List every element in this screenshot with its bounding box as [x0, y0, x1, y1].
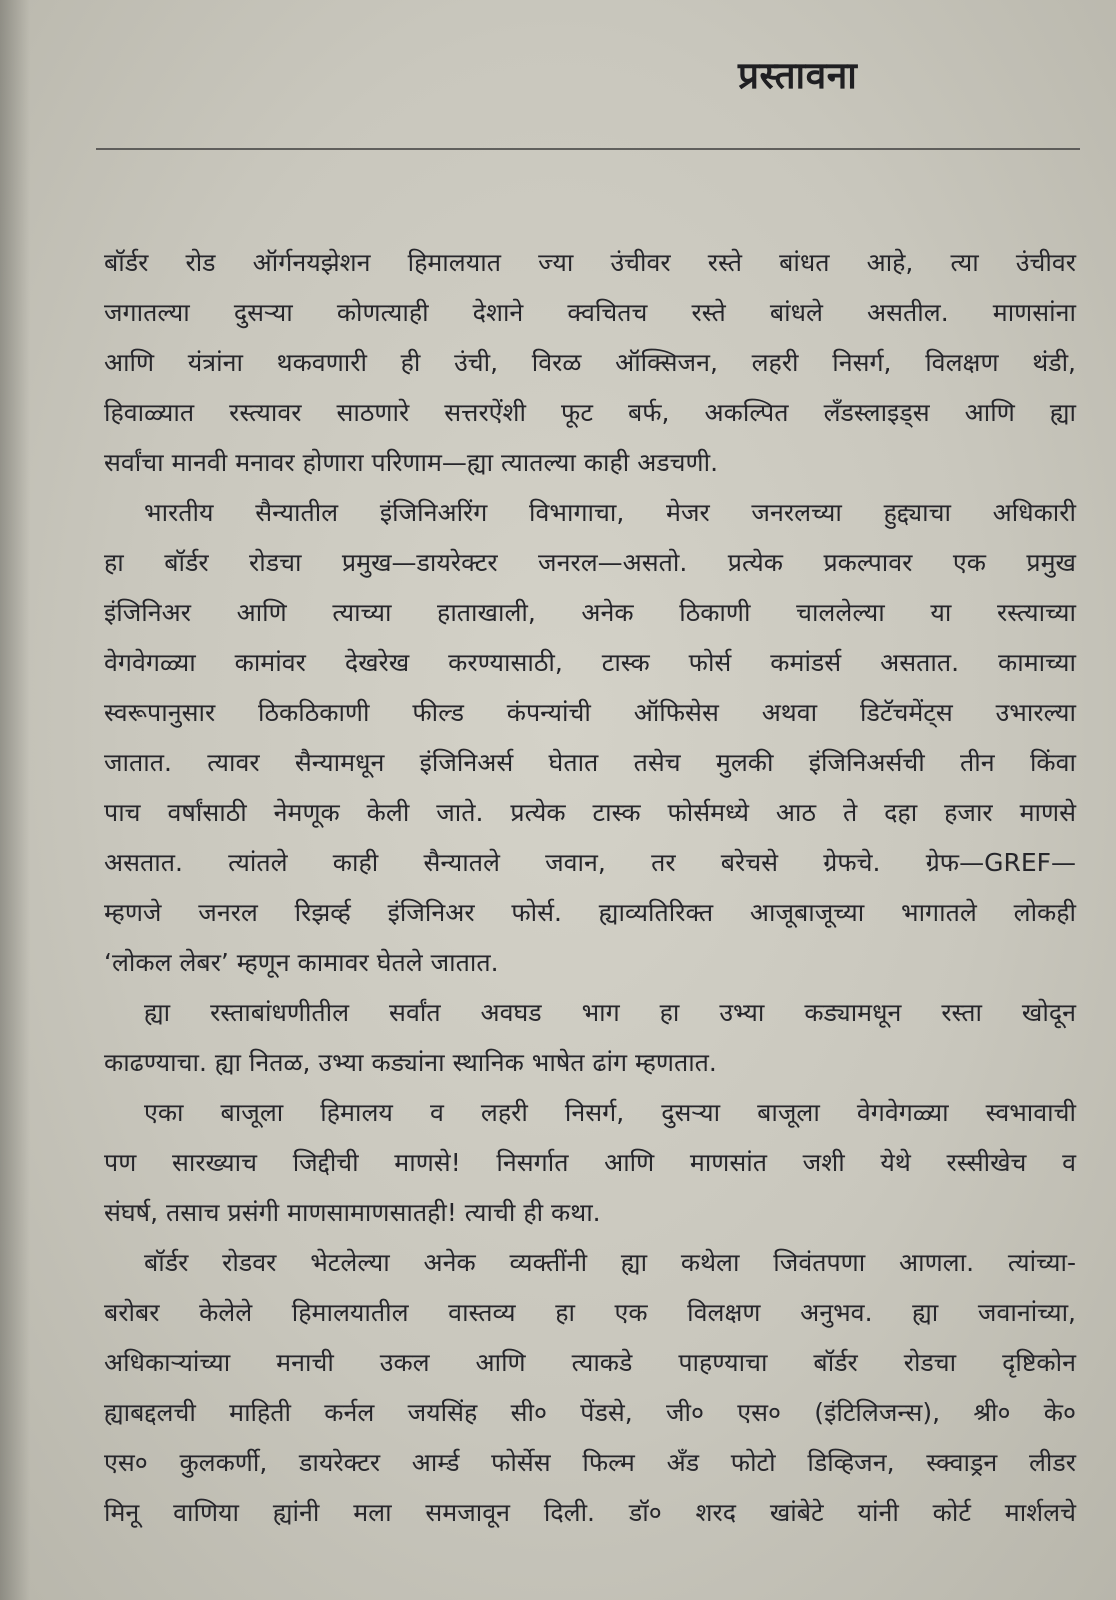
text-line: जातात. त्यावर सैन्यामधून इंजिनिअर्स घेतात तसेच मुलकी इंजिनिअर्सची तीन किंवा [104, 748, 1076, 777]
text-line: ‘लोकल लेबर’ म्हणून कामावर घेतले जातात. [104, 948, 499, 977]
text-line: असतात. त्यांतले काही सैन्यातले जवान, तर बरेचसे ग्रेफचे. ग्रेफ—GREF— [104, 848, 1076, 877]
text-line: भारतीय सैन्यातील इंजिनिअरिंग विभागाचा, मेजर जनरलच्या हुद्द्याचा अधिकारी [144, 498, 1076, 527]
text-line: आणि यंत्रांना थकवणारी ही उंची, विरळ ऑक्सिजन, लहरी निसर्ग, विलक्षण थंडी, [104, 348, 1076, 377]
text-line: एका बाजूला हिमालय व लहरी निसर्ग, दुसऱ्या बाजूला वेगवेगळ्या स्वभावाची [144, 1098, 1076, 1127]
text-line: संघर्ष, तसाच प्रसंगी माणसामाणसातही! त्याची ही कथा. [104, 1198, 601, 1227]
body-text [104, 238, 1076, 1538]
text-line: स्वरूपानुसार ठिकठिकाणी फील्ड कंपन्यांची ऑफिसेस अथवा डिटॅचमेंट्स उभारल्या [104, 698, 1076, 727]
text-line: पण सारख्याच जिद्दीची माणसे! निसर्गात आणि माणसांत जशी येथे रस्सीखेच व [104, 1148, 1076, 1177]
text-line: सर्वांचा मानवी मनावर होणारा परिणाम—ह्या त्यातल्या काही अडचणी. [104, 448, 719, 477]
text-line: बॉर्डर रोड ऑर्गनयझेशन हिमालयात ज्या उंचीवर रस्ते बांधत आहे, त्या उंचीवर [104, 248, 1076, 277]
text-line: हिवाळ्यात रस्त्यावर साठणारे सत्तरऐंशी फूट बर्फ, अकल्पित लॅंडस्लाइड्स आणि ह्या [104, 398, 1076, 427]
text-line: ह्याबद्दलची माहिती कर्नल जयसिंह सी० पेंडसे, जी० एस० (इंटिलिजन्स), श्री० के० [104, 1398, 1076, 1427]
text-line: हा बॉर्डर रोडचा प्रमुख—डायरेक्टर जनरल—असतो. प्रत्येक प्रकल्पावर एक प्रमुख [104, 548, 1076, 577]
text-line: पाच वर्षांसाठी नेमणूक केली जाते. प्रत्येक टास्क फोर्समध्ये आठ ते दहा हजार माणसे [104, 798, 1076, 827]
text-line: म्हणजे जनरल रिझर्व्ह इंजिनिअर फोर्स. ह्याव्यतिरिक्त आजूबाजूच्या भागातले लोकही [104, 898, 1076, 927]
page-title: प्रस्तावना [738, 54, 858, 97]
text-line: मिनू वाणिया ह्यांनी मला समजावून दिली. डॉ० शरद खांबेटे यांनी कोर्ट मार्शलचे [104, 1498, 1076, 1527]
text-line: ह्या रस्ताबांधणीतील सर्वांत अवघड भाग हा उभ्या कड्यामधून रस्ता खोदून [144, 998, 1076, 1027]
page-edge-shadow [0, 0, 30, 1600]
text-line: एस० कुलकर्णी, डायरेक्टर आर्म्ड फोर्सेस फिल्म अँड फोटो डिव्हिजन, स्क्वाड्रन लीडर [104, 1448, 1076, 1477]
text-line: बरोबर केलेले हिमालयातील वास्तव्य हा एक विलक्षण अनुभव. ह्या जवानांच्या, [104, 1298, 1076, 1327]
text-line: इंजिनिअर आणि त्याच्या हाताखाली, अनेक ठिकाणी चाललेल्या या रस्त्याच्या [104, 598, 1076, 627]
text-line: वेगवेगळ्या कामांवर देखरेख करण्यासाठी, टास्क फोर्स कमांडर्स असतात. कामाच्या [104, 648, 1076, 677]
text-line: अधिकाऱ्यांच्या मनाची उकल आणि त्याकडे पाहण्याचा बॉर्डर रोडचा दृष्टिकोन [104, 1348, 1076, 1377]
header-rule [96, 148, 1080, 150]
text-line: काढण्याचा. ह्या नितळ, उभ्या कड्यांना स्थानिक भाषेत ढांग म्हणतात. [104, 1048, 717, 1077]
text-line: बॉर्डर रोडवर भेटलेल्या अनेक व्यक्तींनी ह्या कथेला जिवंतपणा आणला. त्यांच्या- [144, 1248, 1076, 1277]
text-line: जगातल्या दुसऱ्या कोणत्याही देशाने क्वचितच रस्ते बांधले असतील. माणसांना [104, 298, 1076, 327]
